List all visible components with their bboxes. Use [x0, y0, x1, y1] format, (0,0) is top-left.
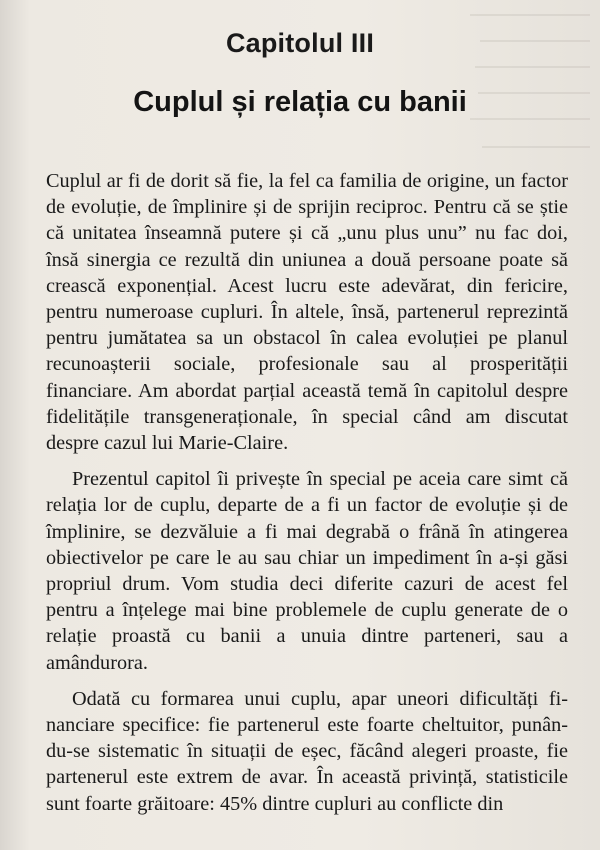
show-through-line: [475, 66, 590, 68]
show-through-line: [482, 146, 590, 148]
show-through-line: [470, 14, 590, 16]
paragraph-1: Cuplul ar fi de dorit să fie, la fel ca familia de origine, un factor de evoluție, de împlinire și de sprijin reciproc. Pentru că se știe că unitatea înseamnă putere și că „unu plus unu” nu fac doi, însă sinergia ce rezultă din uniunea a două persoane poate să crească exponențial. Acest lucru este adevărat, din fericire, pentru numeroase cupluri. În altele, însă, partenerul reprezintă pentru jumătatea sa un obstacol în calea evoluției pe planul recunoașterii sociale, profesionale sau al prosperității financiare. Am abordat parțial această temă în capitolul despre fidelitățile transgeneraționale, în special când am discutat despre cazul lui Marie-Claire.: [46, 170, 568, 455]
chapter-title: Cuplul și relația cu banii: [133, 86, 467, 118]
paragraph-3: Odată cu formarea unui cuplu, apar uneori dificultăți financiare specifice: fie partenerul este foarte cheltuitor, punându-se sistematic în situații de eșec, făcând alegeri proaste, fie partenerul este extrem de avar. În această privință, statisticile sunt foarte grăitoare: 45% dintre cupluri au conflicte din: [46, 687, 568, 815]
chapter-label: Capitolul III: [225, 28, 375, 58]
chapter-body: [46, 168, 568, 817]
paragraph-2: Prezentul capitol îi privește în special pe aceia care simt că relația lor de cuplu, departe de a fi un factor de evoluție și de împlinire, se dezvăluie a fi mai degrabă o frână în atingerea obiectivelor pe care le au sau chiar un impediment în a-și găsi propriul drum. Vom studia deci diferite cazuri de acest fel pentru a înțelege mai bine problemele de cuplu generate de o relație proastă cu banii a unuia dintre parteneri, sau a amândurora.: [46, 468, 568, 674]
